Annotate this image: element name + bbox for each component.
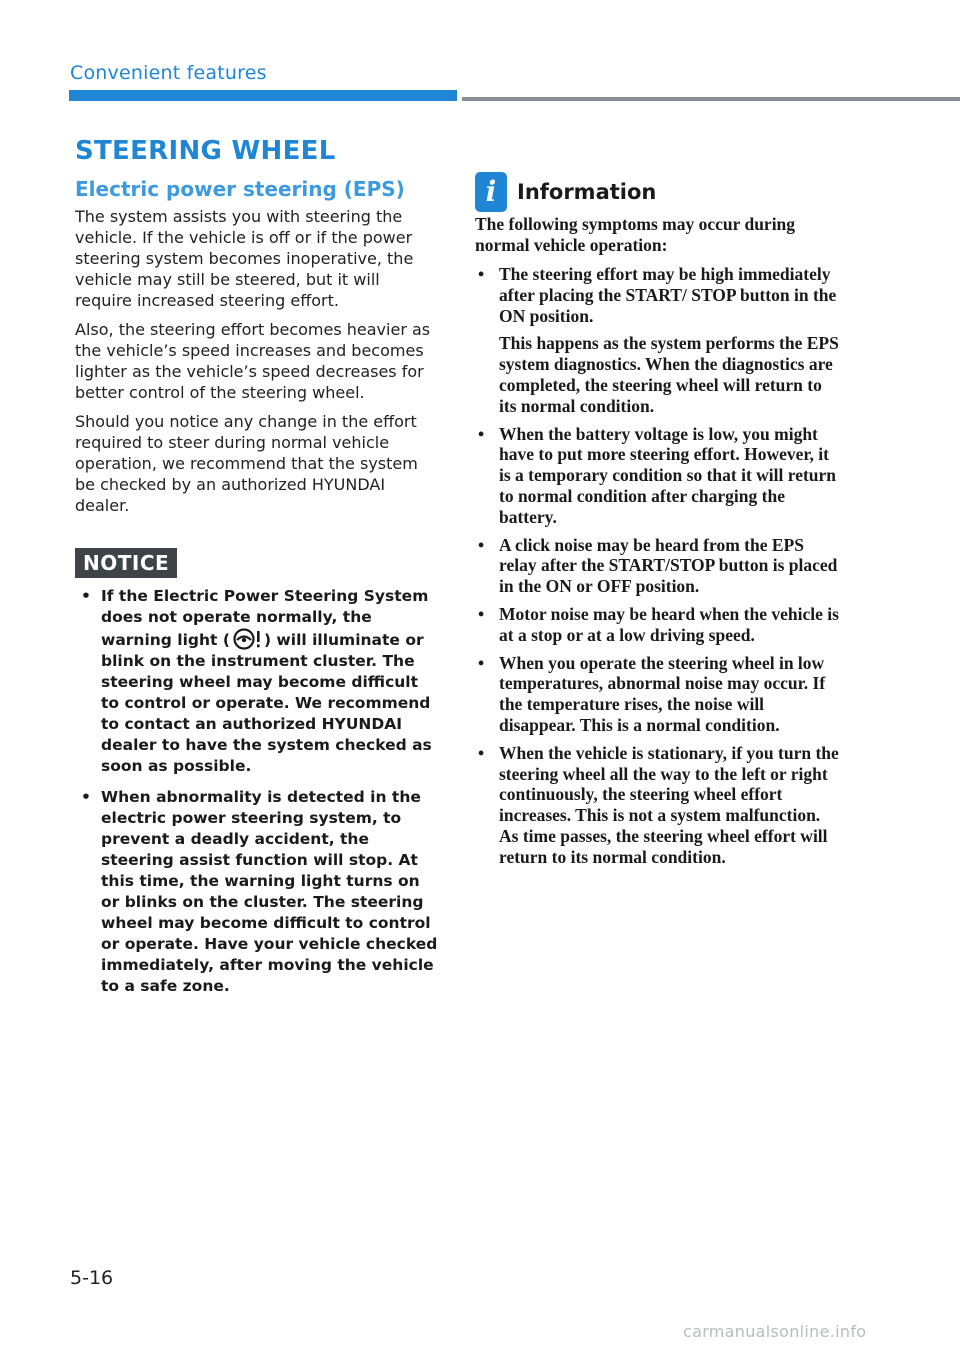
bullet: •	[478, 264, 485, 284]
bullet: •	[81, 587, 91, 605]
notice-item-text-end: ) will illuminate or blink on the instrument cluster. The steering wheel may become difficult to control or operate. We recommend to contact an authorized HYUNDAI dealer to have the system checked as soon as possible.	[101, 631, 432, 775]
bullet: •	[478, 652, 485, 673]
notice-list	[75, 586, 440, 997]
information-item-text: The steering effort may be high immediately after placing the START/ STOP button in the ON position.	[499, 264, 837, 326]
notice-badge: NOTICE	[75, 548, 177, 578]
header-rule	[462, 97, 960, 101]
information-intro: The following symptoms may occur during normal vehicle operation:	[475, 214, 796, 255]
page-number: 5-16	[70, 1267, 114, 1289]
bullet: •	[478, 742, 485, 763]
information-item	[475, 604, 840, 646]
bullet: •	[478, 423, 485, 444]
watermark: carmanualsonline.info	[683, 1322, 867, 1341]
paragraph-1: The system assists you with steering the vehicle. If the vehicle is off or if the power steering system becomes inoperative, the vehicle may still be steered, but it will require increased steering effort.	[75, 207, 414, 310]
information-item	[475, 535, 840, 597]
information-list	[475, 264, 840, 868]
notice-item-text-start: If the Electric Power Steering System does not operate normally, the warning light (	[101, 587, 429, 649]
bullet: •	[81, 788, 91, 806]
bullet: •	[478, 534, 485, 555]
subsection-title: Electric power steering (EPS)	[75, 177, 405, 201]
section-title: STEERING WHEEL	[75, 136, 336, 166]
notice-item	[75, 586, 440, 777]
information-title: Information	[517, 180, 657, 204]
left-column	[75, 136, 440, 1007]
info-icon: i	[475, 172, 507, 212]
information-header	[475, 172, 840, 212]
information-item	[475, 424, 840, 528]
eps-warning-icon	[230, 628, 264, 650]
right-column	[475, 172, 840, 875]
notice-item-text: When abnormality is detected in the electric power steering system, to prevent a deadly accident, the steering assist function will stop. At this time, the warning light turns on or blinks on the cluster. The steering wheel may become difficult to control or operate. Have your vehicle checked immediately, after moving the vehicle to a safe zone.	[101, 788, 438, 995]
paragraph-2: Also, the steering effort becomes heavier as the vehicle’s speed increases and becomes lighter as the vehicle’s speed decreases for better control of the steering wheel.	[75, 320, 431, 402]
paragraph-3: Should you notice any change in the effort required to steer during normal vehicle operation, we recommend that the system be checked by an authorized HYUNDAI dealer.	[75, 412, 418, 515]
bullet: •	[478, 603, 485, 624]
information-item-text: When the vehicle is stationary, if you turn the steering wheel all the way to the left or right continuously, the steering wheel effort increases. This is not a system malfunction. As time passes, the steering wheel effort will return to its normal condition.	[499, 742, 839, 867]
information-item-text: When the battery voltage is low, you might have to put more steering effort. However, it is a temporary condition so that it will return to normal condition after charging the battery.	[499, 423, 837, 527]
information-item-text: A click noise may be heard from the EPS relay after the START/STOP button is placed in the ON or OFF position.	[499, 534, 838, 597]
information-item-detail: This happens as the system performs the EPS system diagnostics. When the diagnostics are completed, the steering wheel will return to its normal condition.	[499, 333, 839, 416]
information-item-text: When you operate the steering wheel in low temperatures, abnormal noise may occur. If the temperature rises, the noise will disappear. This is a normal condition.	[499, 652, 826, 735]
information-item	[475, 264, 840, 417]
information-item-text: Motor noise may be heard when the vehicle is at a stop or at a low driving speed.	[499, 603, 839, 645]
notice-item	[75, 787, 440, 997]
information-item	[475, 653, 840, 736]
running-header: Convenient features	[70, 62, 267, 84]
information-item	[475, 743, 840, 868]
header-accent-bar	[69, 90, 457, 101]
